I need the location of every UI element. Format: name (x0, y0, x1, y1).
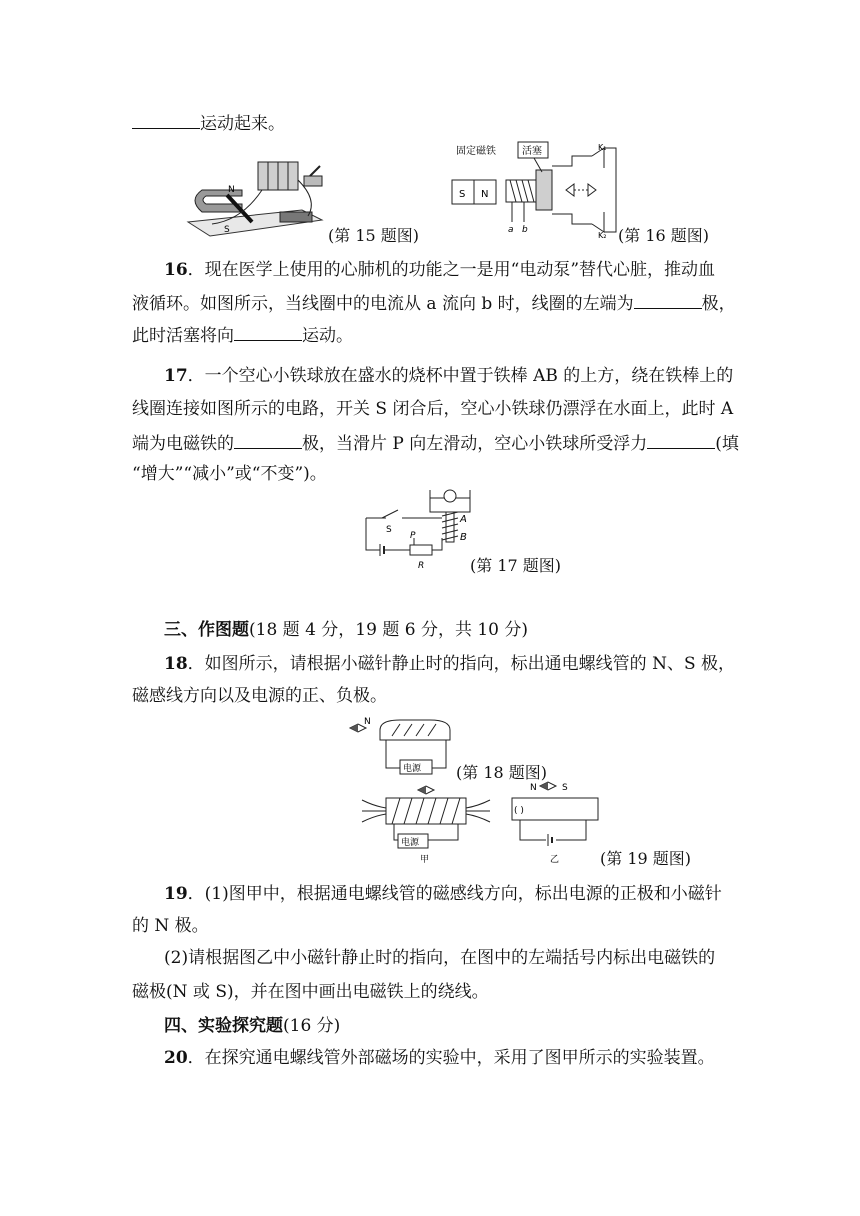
q18-number: 18 (164, 654, 188, 674)
fig18-n-label: N (364, 717, 371, 727)
figure-18-caption: (第 18 题图) (456, 763, 548, 782)
q20-text-1: ．在探究通电螺线管外部磁场的实验中，采用了图甲所示的实验装置。 (187, 1048, 715, 1068)
figure-17-circuit (362, 488, 474, 570)
fig19-s-label: S (562, 783, 568, 793)
fig16-k1-label: K₁ (598, 143, 607, 152)
fig16-fixed-magnet-label: 固定磁铁 (456, 146, 496, 157)
q18-text-1: ．如图所示，请根据小磁针静止时的指向，标出通电螺线管的 N、S 极， (187, 654, 735, 674)
q16-text-2b: 极， (701, 294, 736, 314)
q18-line-1 (164, 652, 735, 676)
q19-text-3: (2)请根据图乙中小磁针静止时的指向，在图中的左端括号内标出电磁铁的 (164, 948, 716, 968)
section-4-title: 四、实验探究题 (164, 1016, 283, 1036)
section-3-heading (164, 618, 528, 642)
section-4-score: (16 分) (283, 1016, 341, 1036)
fig19-jia-label: 甲 (420, 855, 430, 865)
q16-line-1 (164, 258, 715, 282)
fig15-s-label: S (224, 225, 230, 235)
q17-text-1: ．一个空心小铁球放在盛水的烧杯中置于铁棒 AB 的上方，绕在铁棒上的 (187, 366, 734, 386)
fig16-s-label: S (459, 189, 466, 200)
fig17-r-label: R (418, 561, 425, 570)
fig17-p-label: P (410, 531, 416, 541)
q16-text-2a: 液循环。如图所示，当线圈中的电流从 a 流向 b 时，线圈的左端为 (132, 294, 634, 314)
figure-17-caption: (第 17 题图) (470, 556, 562, 575)
q20-line-1 (164, 1046, 715, 1070)
section-3-score: (18 题 4 分，19 题 6 分，共 10 分) (249, 620, 529, 640)
q19-line-1 (164, 882, 722, 906)
answer-blank (234, 322, 302, 341)
figure-19-yi (508, 780, 604, 866)
figure-19-caption: (第 19 题图) (600, 849, 692, 868)
q16-number: 16 (164, 260, 188, 280)
answer-blank (634, 290, 702, 309)
fig16-a-label: a (508, 225, 514, 235)
q16-text-3b: 运动。 (302, 326, 353, 346)
q19-number: 19 (164, 884, 188, 904)
q17-line-3 (132, 430, 739, 456)
q17-text-4: “增大”“减小”或“不变”)。 (132, 464, 327, 484)
figure-16-pump (446, 140, 621, 240)
q17-number: 17 (164, 366, 188, 386)
figure-15-caption: (第 15 题图) (328, 226, 420, 245)
q20-number: 20 (164, 1048, 188, 1068)
q18-line-2 (132, 684, 387, 708)
figure-18-solenoid (346, 714, 461, 776)
q16-text-1: ．现在医学上使用的心肺机的功能之一是用“电动泵”替代心脏，推动血 (187, 260, 716, 280)
fig19-n-label: N (530, 783, 537, 793)
answer-blank (234, 430, 302, 449)
fig17-s-label: S (386, 525, 392, 535)
fig19-paren-label: ( ) (514, 806, 524, 816)
q17-line-1 (164, 364, 733, 388)
q19-line-2 (132, 914, 209, 938)
q19-text-4: 磁极(N 或 S)，并在图中画出电磁铁上的绕线。 (132, 982, 489, 1002)
fig19-yi-label: 乙 (550, 855, 560, 865)
fig16-k2-label: K₂ (598, 231, 607, 240)
figure-16-caption: (第 16 题图) (618, 226, 710, 245)
q17-line-2 (132, 397, 733, 421)
q18-text-2: 磁感线方向以及电源的正、负极。 (132, 686, 387, 706)
fig17-a-label: A (460, 514, 467, 525)
q16-line-3 (132, 322, 353, 348)
fig16-n-label: N (481, 189, 489, 200)
figure-15-apparatus (182, 150, 332, 240)
q19-text-2: 的 N 极。 (132, 916, 209, 936)
q19-line-3 (164, 946, 715, 970)
q19-text-1: ．(1)图甲中，根据通电螺线管的磁感线方向，标出电源的正极和小磁针 (187, 884, 722, 904)
figure-19-jia (358, 780, 494, 866)
q15-tail-line (132, 110, 285, 136)
answer-blank (132, 110, 200, 129)
answer-blank (647, 430, 715, 449)
fig17-b-label: B (460, 532, 467, 543)
fig15-n-label: N (228, 185, 235, 195)
q17-line-4 (132, 462, 327, 486)
q19-line-4 (132, 980, 489, 1004)
fig16-b-label: b (522, 225, 528, 235)
q16-text-3a: 此时活塞将向 (132, 326, 234, 346)
q17-text-2: 线圈连接如图所示的电路，开关 S 闭合后，空心小铁球仍漂浮在水面上，此时 A (132, 399, 734, 419)
fig19-power-label: 电源 (401, 838, 420, 848)
q17-text-3b: 极，当滑片 P 向左滑动，空心小铁球所受浮力 (302, 434, 648, 454)
q17-text-3a: 端为电磁铁的 (132, 434, 234, 454)
q16-line-2 (132, 290, 736, 316)
fig16-piston-label: 活塞 (522, 146, 542, 157)
section-4-heading (164, 1014, 340, 1038)
section-3-title: 三、作图题 (164, 620, 249, 640)
q15-tail-text: 运动起来。 (200, 114, 285, 134)
fig18-power-label: 电源 (403, 764, 422, 774)
q17-text-3c: (填 (715, 434, 739, 454)
